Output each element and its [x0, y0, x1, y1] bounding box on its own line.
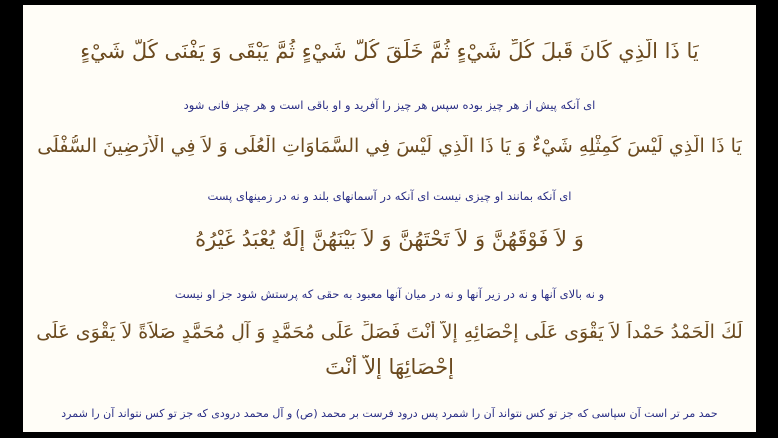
- persian-translation-4: حمد مر تر است آن سپاسی که جز تو کس نتواند آن را شمرد پس درود فرست بر محمد (ص) و آل محمد درودی که جز تو کس نتواند آن را شمرد: [61, 407, 718, 420]
- persian-translation-3: و نه بالای آنها و نه در زیر آنها و نه در میان آنها معبود به حقی که پرستش شود جز او نیست: [174, 287, 605, 301]
- arabic-verse-3: وَ لاَ فَوْقَهُنَّ وَ لاَ تَحْتَهُنَّ وَ لاَ بَيْنَهُنَّ إِلَهٌ يُعْبَدُ غَيْرُهُ: [195, 227, 584, 251]
- arabic-verse-2: يَا ذَا الَّذِي لَيْسَ كَمِثْلِهِ شَيْءٌ وَ يَا ذَا الَّذِي لَيْسَ فِي السَّمَاوَاتِ الْعُلَى وَ لاَ فِي الْأَرَضِينَ السُّفْلَى: [37, 135, 742, 157]
- arabic-verse-4-continuation: إِحْصَائِهَا إِلاَّ أَنْتَ: [325, 355, 454, 379]
- persian-translation-1: ای آنکه پیش از هر چیز بوده سپس هر چیز را آفرید و او باقی است و هر چیز فانی شود: [183, 98, 596, 112]
- prayer-page: [23, 5, 756, 432]
- arabic-verse-1: يَا ذَا الَّذِي كَانَ قَبلَ كُلِّ شَيْءٍ ثُمَّ خَلَقَ كُلَّ شَيْءٍ ثُمَّ يَبْقَى وَ يَفْنَى كُلُّ شَيْءٍ: [80, 39, 699, 63]
- arabic-verse-4: لَكَ الْحَمْدُ حَمْداً لاَ يَقْوَى عَلَى إِحْصَائِهِ إِلاَّ أَنْتَ فَصَلِّ عَلَى مُحَمَّدٍ وَ آلِ مُحَمَّدٍ صَلاَةً لاَ يَقْوَى عَلَى: [36, 321, 743, 343]
- persian-translation-2: ای آنکه بمانند او چیزی نیست ای آنکه در آسمانهای بلند و نه در زمینهای پست: [207, 189, 572, 203]
